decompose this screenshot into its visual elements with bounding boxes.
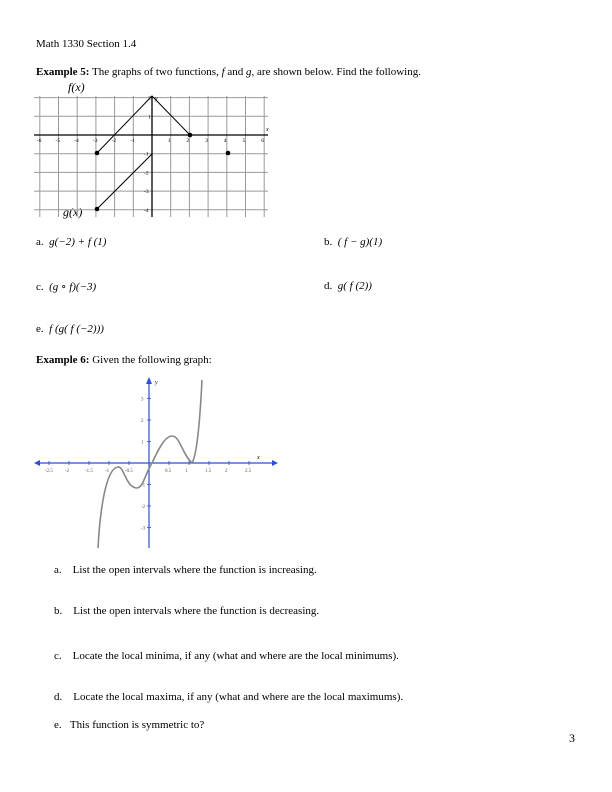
example6-label: Example 6: xyxy=(36,354,90,366)
example5-label: Example 5: xyxy=(36,66,90,78)
question-a xyxy=(54,564,317,576)
x-tick-label: 0.5 xyxy=(165,469,172,474)
x-tick-label: -2.5 xyxy=(45,469,53,474)
g-graph-label: g(x) xyxy=(63,205,83,219)
page-number: 3 xyxy=(569,731,575,745)
example5-intro-text-1: The graphs of two functions, xyxy=(89,66,222,78)
question-b-letter: b. xyxy=(54,605,63,617)
question-d xyxy=(54,691,403,703)
y-tick-label: 2 xyxy=(148,95,151,102)
example6-x-axis-label: x xyxy=(257,455,260,461)
example6-y-axis-label: y xyxy=(155,380,158,386)
question-d-letter: d. xyxy=(54,691,63,703)
example6-x-arrow-left xyxy=(34,460,40,466)
part-a-letter: a. xyxy=(36,236,44,248)
course-heading: Math 1330 Section 1.4 xyxy=(36,38,137,50)
question-e-text: This function is symmetric to? xyxy=(69,719,205,731)
question-e-letter: e. xyxy=(54,719,62,731)
y-tick-label: -2 xyxy=(144,170,149,177)
example5-y-axis-label: y xyxy=(155,96,158,102)
part-e-letter: e. xyxy=(36,323,44,335)
question-c-text: Locate the local minima, if any (what and where are the local minimums). xyxy=(72,650,399,662)
part-e-expression: f (g( f (−2))) xyxy=(49,323,104,335)
question-b xyxy=(54,605,319,617)
f-graph-label: f(x) xyxy=(68,80,85,94)
part-b-expression: ( f − g)(1) xyxy=(337,236,383,248)
part-c-letter: c. xyxy=(36,281,44,293)
x-tick-label: 1 xyxy=(167,138,171,144)
x-tick-label: -2 xyxy=(111,138,117,144)
y-tick-label: 1 xyxy=(148,114,151,121)
x-tick-label: 2 xyxy=(225,469,228,474)
example5-intro-text-2: , are shown below. Find the following. xyxy=(251,66,421,78)
example5-x-axis-label: x xyxy=(266,127,269,133)
x-tick-label: -4 xyxy=(74,138,79,144)
y-tick-label: -3 xyxy=(144,189,149,196)
y-tick-label: -1 xyxy=(144,151,149,158)
question-c-letter: c. xyxy=(54,650,62,662)
x-tick-label: 6 xyxy=(261,138,264,144)
question-e xyxy=(54,719,204,731)
x-tick-label: 1 xyxy=(185,469,188,474)
y-tick-label: -2 xyxy=(141,505,146,510)
x-tick-label: 1.5 xyxy=(205,469,212,474)
y-tick-label: 1 xyxy=(141,440,144,446)
y-tick-label: -1 xyxy=(141,483,146,489)
x-tick-label: -2 xyxy=(65,469,70,474)
x-tick-label: 2.5 xyxy=(245,469,252,474)
y-tick-label: -3 xyxy=(141,526,146,532)
question-b-text: List the open intervals where the function is decreasing. xyxy=(73,605,320,617)
x-tick-label: -0.5 xyxy=(125,469,133,474)
x-tick-label: 4 xyxy=(223,138,227,144)
question-a-letter: a. xyxy=(54,564,62,576)
x-tick-label: -6 xyxy=(36,138,42,144)
example6-tick-labels xyxy=(45,398,252,532)
part-d-letter: d. xyxy=(324,280,333,292)
x-tick-label: -5 xyxy=(55,138,61,144)
x-tick-label: -1 xyxy=(105,469,110,474)
part-b-letter: b. xyxy=(324,236,333,248)
function-f-name: f xyxy=(221,66,225,78)
example5-and: and xyxy=(224,66,247,78)
x-tick-label: -1.5 xyxy=(85,469,93,474)
function-g-name: g xyxy=(246,66,252,78)
part-a-expression: g(−2) + f (1) xyxy=(49,236,107,248)
example6-y-arrow xyxy=(146,377,152,384)
x-tick-label: 3 xyxy=(205,138,208,144)
part-d-expression: g( f (2)) xyxy=(337,280,372,292)
example6-intro-text: Given the following graph: xyxy=(89,354,212,366)
function-curve xyxy=(98,380,202,548)
question-a-text: List the open intervals where the function is increasing. xyxy=(72,564,317,576)
x-tick-label: -3 xyxy=(92,138,98,144)
y-tick-label: 2 xyxy=(141,419,144,424)
x-tick-label: 2 xyxy=(186,138,190,144)
y-tick-label: 3 xyxy=(141,397,144,403)
example6-x-arrow xyxy=(272,460,278,466)
question-d-text: Locate the local maxima, if any (what and where are the local maximums). xyxy=(73,691,404,703)
question-c xyxy=(54,650,399,662)
x-tick-label: 5 xyxy=(242,138,246,144)
y-tick-label: -4 xyxy=(144,207,149,214)
x-tick-label: -1 xyxy=(130,138,135,144)
part-c-expression: (g ∘ f)(−3) xyxy=(49,281,97,293)
